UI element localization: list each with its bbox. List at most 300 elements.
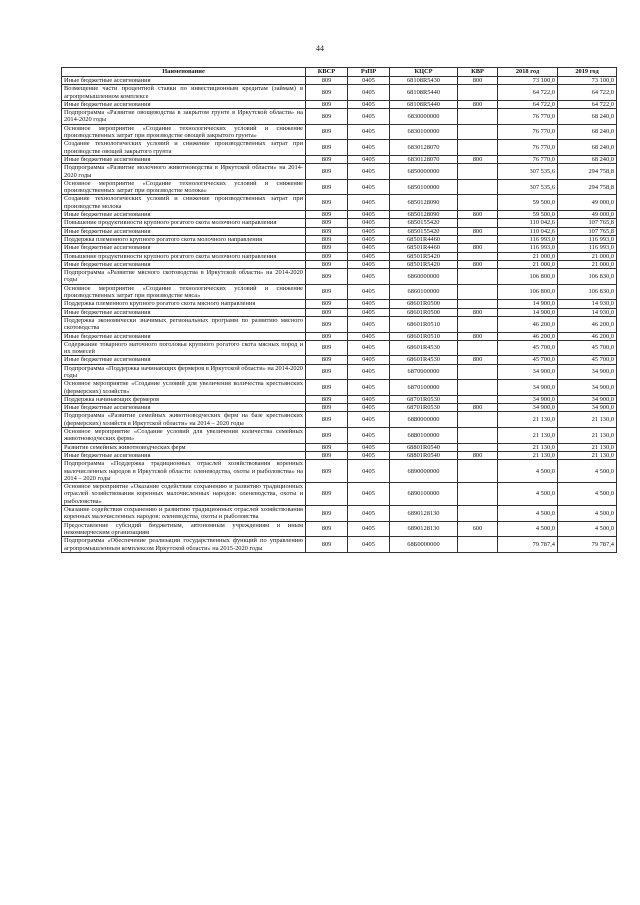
cell-kvr: 800 [458,244,498,252]
cell-kvsr: 809 [306,506,348,522]
table-row [62,537,617,553]
cell-kcsr: 6860000000 [390,269,458,285]
cell-kcsr: 68108R5440 [390,100,458,108]
cell-kcsr: 68501R4460 [390,235,458,243]
cell-2019: 106 830,0 [558,269,617,285]
table-row [62,252,617,260]
cell-kvr [458,252,498,260]
header-name: Наименование [62,68,306,77]
cell-kcsr: 68601R0510 [390,332,458,340]
cell-2018: 307 535,6 [498,164,558,180]
cell-kvsr: 809 [306,300,348,308]
table-row [62,428,617,444]
cell-kcsr: 6850128090 [390,195,458,211]
cell-kcsr: 6870100000 [390,380,458,396]
cell-kvsr: 809 [306,483,348,506]
cell-rzpr: 0405 [348,451,390,459]
cell-2019: 294 758,8 [558,164,617,180]
cell-kcsr: 68Б0000000 [390,537,458,553]
cell-kvsr: 809 [306,332,348,340]
cell-rzpr: 0405 [348,332,390,340]
cell-kvr [458,506,498,522]
cell-kvsr: 809 [306,100,348,108]
cell-kcsr: 6890128130 [390,506,458,522]
cell-name: Оказание содействия сохранению и развитию традиционных отраслей хозяйствования коренных малочисленных народов: оленеводства, охоты и рыболовства [62,506,306,522]
cell-kvr [458,364,498,380]
cell-rzpr: 0405 [348,227,390,235]
cell-rzpr: 0405 [348,364,390,380]
cell-2018: 64 722,0 [498,85,558,101]
cell-kvr [458,195,498,211]
cell-name: Иные бюджетные ассигнования [62,332,306,340]
cell-name: Подпрограмма «Развитие мясного скотоводства в Иркутской области» на 2014-2020 годы [62,269,306,285]
cell-2018: 79 787,4 [498,537,558,553]
cell-2019: 49 000,0 [558,195,617,211]
cell-2018: 4 500,0 [498,460,558,483]
cell-rzpr: 0405 [348,443,390,451]
cell-kvsr: 809 [306,340,348,356]
table-row [62,412,617,428]
cell-name: Иные бюджетные ассигнования [62,308,306,316]
header-2018: 2018 год [498,68,558,77]
cell-2018: 34 900,0 [498,404,558,412]
cell-2019: 45 700,0 [558,356,617,364]
cell-rzpr: 0405 [348,77,390,85]
cell-name: Иные бюджетные ассигнования [62,356,306,364]
cell-2019: 21 000,0 [558,252,617,260]
cell-kvr: 800 [458,260,498,268]
cell-kvr: 800 [458,332,498,340]
cell-2018: 110 042,6 [498,219,558,227]
table-row [62,179,617,195]
cell-2019: 68 240,0 [558,140,617,156]
cell-kvsr: 809 [306,443,348,451]
cell-rzpr: 0405 [348,155,390,163]
cell-2019: 34 900,0 [558,404,617,412]
cell-kvsr: 809 [306,364,348,380]
cell-rzpr: 0405 [348,284,390,300]
cell-kvr [458,380,498,396]
cell-2019: 49 000,0 [558,211,617,219]
table-row [62,521,617,537]
cell-kcsr: 68501R4460 [390,244,458,252]
cell-2019: 64 722,0 [558,85,617,101]
table-row [62,140,617,156]
cell-kvsr: 809 [306,521,348,537]
cell-kvsr: 809 [306,195,348,211]
cell-kvsr: 809 [306,428,348,444]
cell-2019: 21 130,0 [558,451,617,459]
cell-2018: 106 800,0 [498,269,558,285]
cell-name: Повышение продуктивности крупного рогатого скота молочного направления [62,219,306,227]
cell-name: Подпрограмма «Поддержка начинающих фермеров в Иркутской области» на 2014-2020 годы [62,364,306,380]
cell-kvr: 800 [458,100,498,108]
header-kcsr: КЦСР [390,68,458,77]
cell-kvr [458,284,498,300]
cell-kvsr: 809 [306,124,348,140]
cell-kcsr: 6830100000 [390,124,458,140]
table-row [62,77,617,85]
cell-2018: 34 900,0 [498,380,558,396]
cell-kcsr: 6890000000 [390,460,458,483]
cell-kcsr: 6830128070 [390,155,458,163]
table-row [62,332,617,340]
cell-kvsr: 809 [306,179,348,195]
cell-kvsr: 809 [306,164,348,180]
cell-2019: 64 722,0 [558,100,617,108]
table-row [62,155,617,163]
cell-2019: 34 900,0 [558,364,617,380]
cell-name: Иные бюджетные ассигнования [62,404,306,412]
cell-rzpr: 0405 [348,428,390,444]
cell-2018: 64 722,0 [498,100,558,108]
cell-2019: 14 930,0 [558,300,617,308]
cell-rzpr: 0405 [348,124,390,140]
cell-name: Повышение продуктивности крупного рогатого скота молочного направления [62,252,306,260]
cell-kvsr: 809 [306,284,348,300]
cell-rzpr: 0405 [348,100,390,108]
table-row [62,195,617,211]
cell-name: Создание технологических условий и снижение производственных затрат при производстве овощей закрытого грунта [62,140,306,156]
cell-kcsr: 68601R0500 [390,300,458,308]
cell-2019: 116 993,0 [558,235,617,243]
cell-2019: 107 765,8 [558,227,617,235]
cell-kcsr: 6850155420 [390,227,458,235]
cell-rzpr: 0405 [348,404,390,412]
cell-kvsr: 809 [306,269,348,285]
cell-kcsr: 6850000000 [390,164,458,180]
cell-name: Содержание товарного маточного поголовья крупного рогатого скота мясных пород и их помесей [62,340,306,356]
table-row [62,235,617,243]
cell-kvr: 800 [458,155,498,163]
cell-2019: 21 130,0 [558,412,617,428]
table-row [62,219,617,227]
header-kvsr: КВСР [306,68,348,77]
cell-rzpr: 0405 [348,395,390,403]
table-row [62,356,617,364]
cell-name: Поддержка племенного крупного рогатого скота мясного направления [62,300,306,308]
cell-2018: 21 000,0 [498,260,558,268]
cell-kvsr: 809 [306,316,348,332]
table-row [62,244,617,252]
cell-name: Поддержка экономически значимых региональных программ по развитию мясного скотоводства [62,316,306,332]
cell-2019: 46 200,0 [558,316,617,332]
cell-kcsr: 6830128070 [390,140,458,156]
table-row [62,443,617,451]
table-header-row [62,68,617,77]
cell-2019: 73 100,0 [558,77,617,85]
cell-2019: 4 500,0 [558,483,617,506]
cell-name: Иные бюджетные ассигнования [62,211,306,219]
cell-kvr [458,124,498,140]
cell-name: Основное мероприятие «Создание технологических условий и снижение производственных затрат при производстве овощей закрытого грунта» [62,124,306,140]
cell-kvr [458,269,498,285]
cell-2019: 34 900,0 [558,395,617,403]
cell-rzpr: 0405 [348,109,390,125]
cell-kvsr: 809 [306,219,348,227]
cell-name: Основное мероприятие «Создание условий для увеличения количества семейных животноводческих ферм» [62,428,306,444]
cell-kvsr: 809 [306,244,348,252]
table-row [62,380,617,396]
cell-name: Подпрограмма «Развитие молочного животноводства в Иркутской области» на 2014-2020 годы [62,164,306,180]
table-row [62,260,617,268]
cell-2018: 59 500,0 [498,195,558,211]
cell-rzpr: 0405 [348,483,390,506]
cell-kvr [458,428,498,444]
table-row [62,404,617,412]
cell-rzpr: 0405 [348,537,390,553]
cell-rzpr: 0405 [348,340,390,356]
cell-2018: 76 770,0 [498,109,558,125]
cell-2019: 21 000,0 [558,260,617,268]
cell-2019: 21 130,0 [558,443,617,451]
cell-2019: 46 200,0 [558,332,617,340]
cell-rzpr: 0405 [348,140,390,156]
cell-2019: 68 240,0 [558,124,617,140]
table-row [62,460,617,483]
table-row [62,451,617,459]
table-row [62,395,617,403]
cell-rzpr: 0405 [348,380,390,396]
cell-2019: 14 930,0 [558,308,617,316]
cell-kvsr: 809 [306,109,348,125]
table-row [62,364,617,380]
cell-kvsr: 809 [306,537,348,553]
cell-2018: 21 000,0 [498,252,558,260]
table-row [62,227,617,235]
cell-rzpr: 0405 [348,219,390,227]
cell-2018: 116 993,0 [498,244,558,252]
cell-kvr [458,483,498,506]
cell-rzpr: 0405 [348,211,390,219]
cell-kvr [458,85,498,101]
cell-name: Поддержка начинающих фермеров [62,395,306,403]
cell-kcsr: 68501R5420 [390,260,458,268]
cell-name: Подпрограмма «Обеспечение реализации государственных функций по управлению агропромышленным комплексом Иркутской области» на 2015-2020 годы [62,537,306,553]
cell-kvsr: 809 [306,260,348,268]
cell-name: Основное мероприятие «Создание технологических условий и снижение производственных затрат при производстве мяса» [62,284,306,300]
cell-2018: 21 130,0 [498,443,558,451]
cell-kvsr: 809 [306,155,348,163]
header-rzpr: РзПР [348,68,390,77]
cell-kcsr: 6850128090 [390,211,458,219]
cell-kcsr: 6860100000 [390,284,458,300]
cell-rzpr: 0405 [348,235,390,243]
cell-kvsr: 809 [306,235,348,243]
cell-kcsr: 68801R0540 [390,443,458,451]
cell-2018: 110 042,6 [498,227,558,235]
cell-kvsr: 809 [306,451,348,459]
cell-rzpr: 0405 [348,300,390,308]
cell-2018: 45 700,0 [498,340,558,356]
cell-2019: 34 900,0 [558,380,617,396]
cell-kvr: 800 [458,356,498,364]
cell-name: Иные бюджетные ассигнования [62,77,306,85]
cell-kvr [458,164,498,180]
cell-name: Поддержка племенного крупного рогатого скота молочного направления [62,235,306,243]
cell-kcsr: 6870000000 [390,364,458,380]
cell-name: Создание технологических условий и снижение производственных затрат при производстве молока [62,195,306,211]
cell-kvr [458,395,498,403]
cell-2018: 14 900,0 [498,308,558,316]
table-row [62,211,617,219]
cell-2019: 4 500,0 [558,521,617,537]
cell-kcsr: 6890128130 [390,521,458,537]
cell-kvsr: 809 [306,140,348,156]
cell-name: Подпрограмма «Развитие овощеводства в закрытом грунте в Иркутской области» на 2014-2020 годы [62,109,306,125]
cell-2018: 4 500,0 [498,483,558,506]
cell-name: Иные бюджетные ассигнования [62,100,306,108]
cell-kcsr: 68601R0510 [390,316,458,332]
cell-rzpr: 0405 [348,460,390,483]
table-row [62,483,617,506]
cell-rzpr: 0405 [348,195,390,211]
table-row [62,85,617,101]
cell-2019: 294 758,8 [558,179,617,195]
cell-rzpr: 0405 [348,412,390,428]
cell-2018: 46 200,0 [498,316,558,332]
cell-2018: 116 993,0 [498,235,558,243]
table-row [62,269,617,285]
header-2019: 2019 год [558,68,617,77]
cell-kvr: 800 [458,227,498,235]
cell-kcsr: 68601R0500 [390,308,458,316]
cell-2018: 45 700,0 [498,356,558,364]
cell-2018: 34 900,0 [498,364,558,380]
cell-kvr [458,537,498,553]
table-row [62,308,617,316]
cell-kcsr: 68701R0530 [390,404,458,412]
table-row [62,340,617,356]
cell-2018: 307 535,6 [498,179,558,195]
cell-rzpr: 0405 [348,356,390,364]
cell-2019: 107 765,8 [558,219,617,227]
cell-rzpr: 0405 [348,308,390,316]
table-row [62,109,617,125]
cell-2019: 45 700,0 [558,340,617,356]
cell-kcsr: 68108R5440 [390,85,458,101]
cell-2018: 76 770,0 [498,155,558,163]
cell-2019: 116 993,0 [558,244,617,252]
table-row [62,300,617,308]
cell-kcsr: 68501R5420 [390,252,458,260]
cell-rzpr: 0405 [348,252,390,260]
cell-2018: 14 900,0 [498,300,558,308]
cell-2019: 4 500,0 [558,460,617,483]
cell-kvr [458,300,498,308]
table-row [62,506,617,522]
cell-kvsr: 809 [306,395,348,403]
cell-kcsr: 6880100000 [390,428,458,444]
cell-kvsr: 809 [306,412,348,428]
cell-2019: 4 500,0 [558,506,617,522]
cell-2018: 46 200,0 [498,332,558,340]
cell-name: Основное мероприятие «Создание технологических условий и снижение производственных затрат при производстве молока» [62,179,306,195]
cell-name: Основное мероприятие «Оказание содействия сохранению и развитию традиционных отраслей хозяйствования коренных малочисленных народов: оленеводства, охоты и рыболовства» [62,483,306,506]
cell-2019: 79 787,4 [558,537,617,553]
cell-kcsr: 68801R0540 [390,451,458,459]
cell-2018: 34 900,0 [498,395,558,403]
cell-kvr [458,412,498,428]
cell-2018: 21 130,0 [498,451,558,459]
cell-2018: 4 500,0 [498,521,558,537]
cell-rzpr: 0405 [348,316,390,332]
cell-name: Подпрограмма «Развитие семейных животноводческих ферм на базе крестьянских (фермерских) хозяйств в Иркутской области» на 2014 – 2020 годы [62,412,306,428]
cell-kvsr: 809 [306,211,348,219]
table-row [62,164,617,180]
cell-2018: 76 770,0 [498,140,558,156]
table-row [62,316,617,332]
cell-rzpr: 0405 [348,179,390,195]
cell-kvr [458,235,498,243]
cell-kvsr: 809 [306,356,348,364]
header-kvr: КВР [458,68,498,77]
cell-rzpr: 0405 [348,164,390,180]
cell-2018: 76 770,0 [498,124,558,140]
cell-name: Иные бюджетные ассигнования [62,227,306,235]
cell-kvr [458,316,498,332]
cell-rzpr: 0405 [348,506,390,522]
cell-kvr: 800 [458,451,498,459]
cell-kvr [458,179,498,195]
cell-2019: 68 240,0 [558,109,617,125]
cell-kvr: 800 [458,308,498,316]
cell-kvr: 800 [458,404,498,412]
cell-name: Иные бюджетные ассигнования [62,451,306,459]
cell-kcsr: 68108R5430 [390,77,458,85]
cell-kvsr: 809 [306,404,348,412]
cell-kcsr: 68601R4530 [390,340,458,356]
cell-kvr: 600 [458,521,498,537]
cell-name: Иные бюджетные ассигнования [62,155,306,163]
cell-kvsr: 809 [306,308,348,316]
cell-kvsr: 809 [306,460,348,483]
table-row [62,284,617,300]
cell-name: Развитие семейных животноводческих ферм [62,443,306,451]
cell-kcsr: 6850155420 [390,219,458,227]
cell-2018: 21 130,0 [498,412,558,428]
cell-2018: 21 130,0 [498,428,558,444]
cell-kcsr: 6880000000 [390,412,458,428]
cell-kvr: 800 [458,77,498,85]
cell-2018: 73 100,0 [498,77,558,85]
page-number: 44 [316,44,324,53]
cell-kcsr: 68701R0530 [390,395,458,403]
cell-kvsr: 809 [306,252,348,260]
cell-kvr [458,460,498,483]
cell-name: Возмещение части процентной ставки по инвестиционным кредитам (займам) в агропромышленном комплексе [62,85,306,101]
cell-2018: 59 500,0 [498,211,558,219]
cell-kvr [458,340,498,356]
cell-kcsr: 6890100000 [390,483,458,506]
cell-kvr [458,109,498,125]
budget-table [61,67,617,553]
cell-name: Подпрограмма «Поддержка традиционных отраслей хозяйствования коренных малочисленных народов в Иркутской области: оленеводства, охоты и рыболовства» на 2014 – 2020 годы [62,460,306,483]
cell-name: Иные бюджетные ассигнования [62,244,306,252]
cell-kcsr: 6830000000 [390,109,458,125]
cell-kcsr: 6850100000 [390,179,458,195]
cell-name: Предоставление субсидий бюджетным, автономным учреждениям и иным некоммерческим организациям [62,521,306,537]
cell-2019: 21 130,0 [558,428,617,444]
cell-2018: 4 500,0 [498,506,558,522]
cell-rzpr: 0405 [348,260,390,268]
cell-kvr [458,443,498,451]
cell-kvsr: 809 [306,77,348,85]
cell-2019: 106 830,0 [558,284,617,300]
table-row [62,100,617,108]
cell-rzpr: 0405 [348,269,390,285]
cell-name: Основное мероприятие «Создание условий для увеличения количества крестьянских (фермерских) хозяйств» [62,380,306,396]
